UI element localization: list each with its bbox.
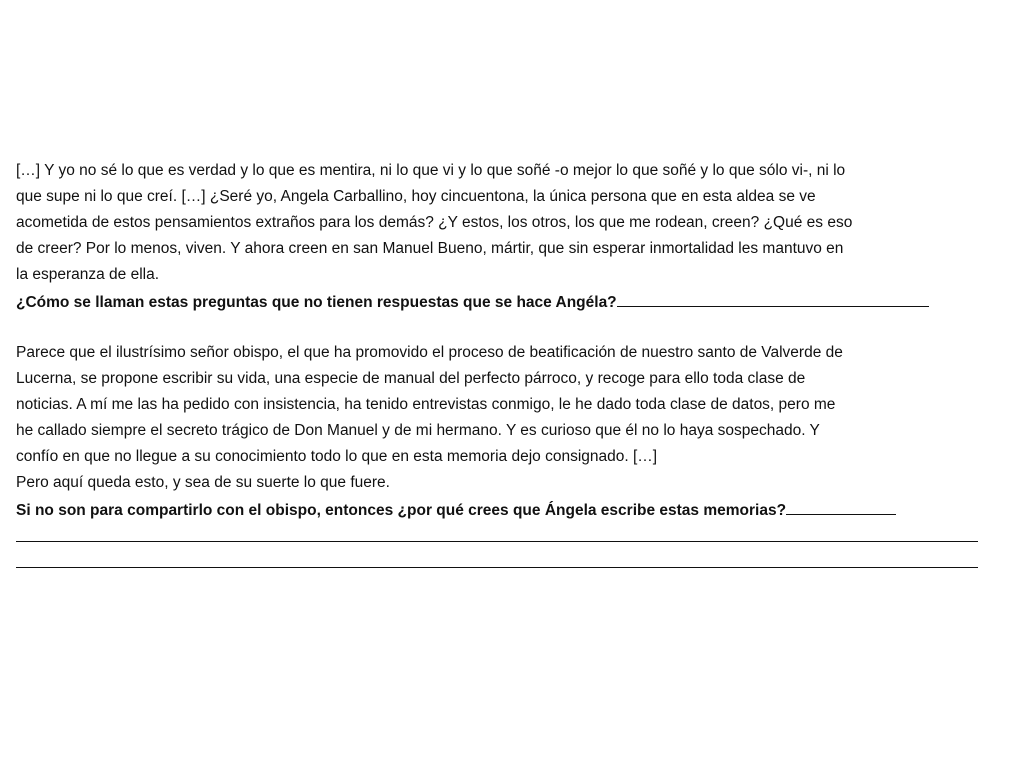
answer-line-1[interactable] [16,522,1006,548]
question-2 [16,496,1006,522]
question-1-text: ¿Cómo se llaman estas preguntas que no tienen respuestas que se hace Angéla? [16,294,617,311]
passage-line: he callado siempre el secreto trágico de Don Manuel y de mi hermano. Y es curioso que él no lo haya sospechado. Y [16,422,820,439]
passage-2 [16,340,1006,496]
passage-line: […] Y yo no sé lo que es verdad y lo que es mentira, ni lo que vi y lo que soñé -o mejor lo que soñé y lo que sólo vi-, ni lo [16,162,846,179]
answer-line-2[interactable] [16,548,1006,574]
passage-line: noticias. A mí me las ha pedido con insistencia, ha tenido entrevistas conmigo, le he dado toda clase de datos, pero me [16,396,836,413]
question-1 [16,288,1006,314]
question-2-text: Si no son para compartirlo con el obispo, entonces ¿por qué crees que Ángela escribe estas memorias? [16,502,787,519]
passage-line: acometida de estos pensamientos extraños para los demás? ¿Y estos, los otros, los que me rodean, creen? ¿Qué es eso [16,214,853,231]
spacer [16,314,1006,340]
passage-line: Parece que el ilustrísimo señor obispo, el que ha promovido el proceso de beatificación de nuestro santo de Valverde de [16,344,843,361]
passage-line: la esperanza de ella. [16,266,160,283]
passage-line: Lucerna, se propone escribir su vida, una especie de manual del perfecto párroco, y recoge para ello toda clase de [16,370,806,387]
answer-blank-2[interactable] [786,496,896,515]
passage-line: que supe ni lo que creí. […] ¿Seré yo, Angela Carballino, hoy cincuentona, la única persona que en esta aldea se ve [16,188,816,205]
answer-blank-1[interactable] [617,288,929,307]
passage-line: confío en que no llegue a su conocimiento todo lo que en esta memoria dejo consignado. […] [16,448,658,465]
passage-line: Pero aquí queda esto, y sea de su suerte lo que fuere. [16,474,390,491]
document-body [16,158,1006,574]
passage-line: de creer? Por lo menos, viven. Y ahora creen en san Manuel Bueno, mártir, que sin esperar inmortalidad les mantuvo en [16,240,844,257]
passage-1 [16,158,1006,288]
